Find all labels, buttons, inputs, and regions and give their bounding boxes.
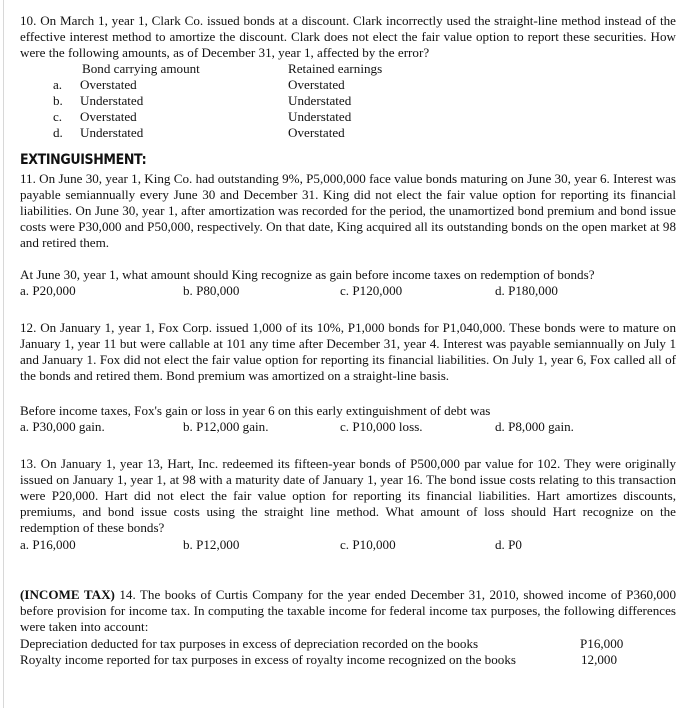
q14-item-royalty: Royalty income reported for tax purposes in excess of royalty income recognized on the books 12,000 <box>20 652 618 667</box>
q12-option-c[interactable]: c. P10,000 loss. <box>340 419 423 434</box>
q10-header-row <box>20 61 676 77</box>
q10-col1-header: Bond carrying amount <box>82 61 200 76</box>
page-left-edge <box>3 0 4 708</box>
q11-options <box>20 283 676 299</box>
q12-text: 12. On January 1, year 1, Fox Corp. issued 1,000 of its 10%, P1,000 bonds for P1,040,000. These bonds were to mature on January 1, year 11 but were callable at 101 any time after December 31, year 4. Interest was payable semiannually on July 1 and January 1. Fox did not elect the fair value option for reporting its financial liabilities. On July 1, year 6, Fox called all of the bonds and retired them. Bond premium was amortized on a straight-line basis. <box>20 320 676 383</box>
q10-option-d[interactable]: d. Understated Overstated <box>53 125 345 140</box>
q10-col2-header: Retained earnings <box>288 61 383 76</box>
q11-option-b[interactable]: b. P80,000 <box>183 283 240 298</box>
q12-option-a[interactable]: a. P30,000 gain. <box>20 419 105 434</box>
q12-option-d[interactable]: d. P8,000 gain. <box>495 419 574 434</box>
q14-text: 14. The books of Curtis Company for the year ended December 31, 2010, showed income of P360,000 before provision for income tax. In computing the taxable income for federal income tax purposes, the following differences were taken into account: <box>20 587 677 634</box>
q12-question: Before income taxes, Fox's gain or loss in year 6 on this early extinguishment of debt was <box>20 403 491 418</box>
q10-option-b[interactable]: b. Understated Understated <box>53 93 352 108</box>
q12-option-b[interactable]: b. P12,000 gain. <box>183 419 269 434</box>
q11-question: At June 30, year 1, what amount should King recognize as gain before income taxes on redemption of bonds? <box>20 267 595 282</box>
q14-tag: (INCOME TAX) <box>20 587 115 602</box>
q11-text: 11. On June 30, year 1, King Co. had outstanding 9%, P5,000,000 face value bonds maturing on June 30, year 6. Interest was payable semiannually every June 30 and December 31. King did not elect the fair value option for reporting its financial liabilities. On June 30, year 1, after amortization was recorded for the period, the unamortized bond premium and bond issue costs were P30,000 and P50,000, respectively. On that date, King acquired all its outstanding bonds on the open market at 98 and retired them. <box>20 171 676 250</box>
q13-option-d[interactable]: d. P0 <box>495 537 522 552</box>
q10-answer-table <box>20 61 676 141</box>
q13-options <box>20 537 676 553</box>
q14-paragraph <box>20 587 676 635</box>
section-heading: EXTINGUISHMENT: <box>20 152 147 168</box>
q10-text: 10. On March 1, year 1, Clark Co. issued bonds at a discount. Clark incorrectly used the straight-line method instead of the effective interest method to amortize the discount. Clark does not elect the fair value option to report these securities. How were the following amounts, as of December 31, year 1, affected by the error? <box>20 13 676 60</box>
q14-item-depreciation: Depreciation deducted for tax purposes in excess of depreciation recorded on the books P16,000 <box>20 636 624 651</box>
q10-option-c[interactable]: c. Overstated Understated <box>53 109 352 124</box>
q11-option-a[interactable]: a. P20,000 <box>20 283 76 298</box>
q13-option-c[interactable]: c. P10,000 <box>340 537 396 552</box>
q13-option-a[interactable]: a. P16,000 <box>20 537 76 552</box>
q11-option-c[interactable]: c. P120,000 <box>340 283 403 298</box>
q12-options <box>20 419 676 435</box>
q11-option-d[interactable]: d. P180,000 <box>495 283 558 298</box>
q13-text: 13. On January 1, year 13, Hart, Inc. redeemed its fifteen-year bonds of P500,000 par value for 102. They were originally issued on January 1, year 1, at 98 with a maturity date of January 1, year 16. The bond issue costs relating to this transaction were P20,000. Hart did not elect the fair value option for reporting its financial liabilities. Hart amortizes discounts, premiums, and bond issue costs using the straight line method. What amount of loss should Hart recognize on the redemption of these bonds? <box>20 456 676 535</box>
q13-option-b[interactable]: b. P12,000 <box>183 537 240 552</box>
q10-option-a[interactable]: a. Overstated Overstated <box>53 77 345 92</box>
